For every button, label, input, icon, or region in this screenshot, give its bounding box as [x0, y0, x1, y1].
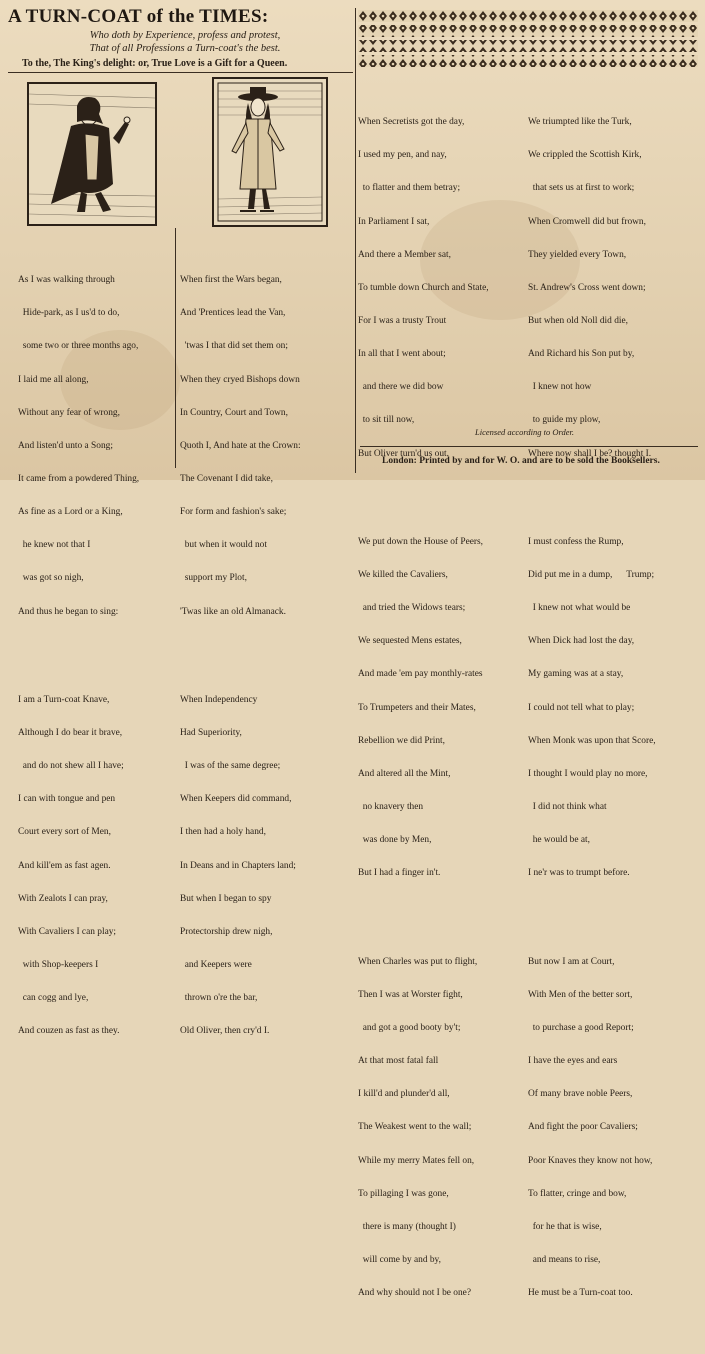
verse-line: Poor Knaves they know not how, [528, 1155, 653, 1166]
verse-line: We crippled the Scottish Kirk, [528, 150, 642, 161]
verse-line: no knavery then [358, 802, 424, 813]
verse-line: We put down the House of Peers, [358, 536, 484, 547]
verse-line: I did not think what [528, 802, 607, 813]
tune-line: To the, The King's delight: or, True Love is a Gift for a Queen. [22, 58, 288, 69]
verse-line: My gaming was at a stay, [528, 669, 624, 680]
verse-line: When first the Wars began, [180, 275, 282, 286]
verse-line: Quoth I, And hate at the Crown: [180, 440, 301, 451]
verse-line: But Oliver turn'd us out. [358, 448, 450, 459]
verse-line: And made 'em pay monthly-rates [358, 669, 483, 680]
verse-column-4 [528, 73, 700, 1354]
verse-line: As I was walking through [18, 275, 115, 286]
verse-line: Hide-park, as I us'd to do, [18, 308, 120, 319]
verse-line: But now I am at Court, [528, 956, 615, 967]
verse-line: was done by Men, [358, 835, 432, 846]
subtitle-line-2: That of all Professions a Turn-coat's the best. [89, 43, 281, 54]
verse-line: In all that I went about; [358, 349, 446, 360]
verse-line: Court every sort of Men, [18, 827, 111, 838]
verse-line: Did put me in a dump, Trump; [528, 570, 655, 581]
verse-line: I kill'd and plunder'd all, [358, 1089, 450, 1100]
verse-line: And why should not I be one? [358, 1288, 472, 1299]
ornament-border [358, 10, 698, 70]
verse-line: And there a Member sat, [358, 249, 451, 260]
verse-line: And Richard his Son put by, [528, 349, 635, 360]
verse-line: will come by and by, [358, 1254, 441, 1265]
verse-line: and tried the Widows tears; [358, 603, 466, 614]
woodcut-walking-man [27, 82, 157, 226]
woodcut-standing-man [212, 77, 328, 227]
verse-line: to sit till now, [358, 415, 415, 426]
verse-line: he knew not that I [18, 540, 91, 551]
verse-line: and got a good booty by't; [358, 1022, 461, 1033]
verse-line: I am a Turn-coat Knave, [18, 694, 110, 705]
verse-line: can cogg and lye, [18, 993, 89, 1004]
verse-line: And fight the poor Cavaliers; [528, 1122, 638, 1133]
verse-line: thrown o're the bar, [180, 993, 258, 1004]
verse-line: They yielded every Town, [528, 249, 627, 260]
verse-line: As fine as a Lord or a King, [18, 507, 123, 518]
verse-line: When Monk was upon that Score, [528, 735, 656, 746]
verse-line: To Trumpeters and their Mates, [358, 702, 476, 713]
column-divider [175, 228, 176, 468]
verse-line: He must be a Turn-coat too. [528, 1288, 633, 1299]
verse-line: With Men of the better sort, [528, 989, 633, 1000]
verse-line: Had Superiority, [180, 728, 242, 739]
verse-line: When Independency [180, 694, 258, 705]
verse-line: with Shop-keepers I [18, 960, 99, 971]
verse-line: support my Plot, [180, 573, 247, 584]
verse-line: When they cryed Bishops down [180, 374, 300, 385]
subtitle-line-1: Who doth by Experience, profess and protest, [89, 30, 281, 41]
verse-line: 'Twas like an old Almanack. [180, 606, 286, 617]
verse-line: I must confess the Rump, [528, 536, 624, 547]
stanza [180, 673, 352, 1060]
verse-line: for he that is wise, [528, 1221, 602, 1232]
verse-line: I can with tongue and pen [18, 794, 116, 805]
verse-line: was got so nigh, [18, 573, 84, 584]
verse-line: Without any fear of wrong, [18, 407, 120, 418]
verse-line: to purchase a good Report; [528, 1022, 634, 1033]
verse-line: I have the eyes and ears [528, 1056, 618, 1067]
header-rule [8, 72, 353, 73]
verse-line: I could not tell what to play; [528, 702, 635, 713]
stanza [528, 515, 700, 902]
verse-line: I then had a holy hand, [180, 827, 266, 838]
verse-line: and do not shew all I have; [18, 761, 124, 772]
ballad-title: A TURN-COAT of the TIMES: [8, 6, 269, 27]
verse-line: When Cromwell did but frown, [528, 216, 646, 227]
verse-line: I thought I would play no more, [528, 768, 648, 779]
stanza [358, 95, 528, 482]
verse-line: and there we did bow [358, 382, 444, 393]
verse-line: and means to rise, [528, 1254, 601, 1265]
stanza [528, 95, 700, 482]
verse-line: I laid me all along, [18, 374, 89, 385]
verse-line: In Parliament I sat, [358, 216, 430, 227]
verse-line: When Dick had lost the day, [528, 636, 635, 647]
verse-line: to flatter and them betray; [358, 183, 461, 194]
verse-line: And kill'em as fast agen. [18, 860, 111, 871]
verse-line: but when it would not [180, 540, 267, 551]
verse-line: For I was a trusty Trout [358, 316, 447, 327]
verse-line: that sets us at first to work; [528, 183, 635, 194]
verse-line: there is many (thought I) [358, 1221, 456, 1232]
verse-line: Although I do bear it brave, [18, 728, 123, 739]
footer-rule [360, 446, 698, 447]
license-note: Licensed according to Order. [475, 427, 574, 437]
verse-column-2 [180, 231, 352, 1093]
verse-line: And thus he began to sing: [18, 606, 119, 617]
verse-line: Old Oliver, then cry'd I. [180, 1026, 270, 1037]
verse-line: I ne'r was to trumpt before. [528, 868, 630, 879]
stanza [358, 935, 528, 1322]
verse-line: We killed the Cavaliers, [358, 570, 448, 581]
verse-line: Rebellion we did Print, [358, 735, 445, 746]
verse-line: But I had a finger in't. [358, 868, 441, 879]
verse-line: We triumpted like the Turk, [528, 117, 632, 128]
verse-line: When Keepers did command, [180, 794, 292, 805]
verse-line: Where now shall I be? thought I. [528, 448, 652, 459]
verse-line: some two or three months ago, [18, 341, 139, 352]
verse-column-3 [358, 73, 528, 1354]
verse-line: For form and fashion's sake; [180, 507, 287, 518]
stanza [528, 935, 700, 1322]
verse-line: But when old Noll did die, [528, 316, 628, 327]
verse-line: I used my pen, and nay, [358, 150, 447, 161]
verse-line: and Keepers were [180, 960, 252, 971]
verse-line: When Secretists got the day, [358, 117, 465, 128]
verse-line: And altered all the Mint, [358, 768, 451, 779]
verse-line: 'twas I that did set them on; [180, 341, 288, 352]
verse-line: When Charles was put to flight, [358, 956, 478, 967]
verse-line: I knew not what would be [528, 603, 631, 614]
verse-line: At that most fatal fall [358, 1056, 439, 1067]
verse-line: To flatter, cringe and bow, [528, 1188, 627, 1199]
verse-line: It came from a powdered Thing, [18, 474, 140, 485]
verse-line: I knew not how [528, 382, 592, 393]
verse-column-1 [18, 231, 178, 1093]
verse-line: I was of the same degree; [180, 761, 281, 772]
verse-line: And listen'd unto a Song; [18, 440, 113, 451]
verse-line: And 'Prentices lead the Van, [180, 308, 286, 319]
verse-line: With Zealots I can pray, [18, 893, 108, 904]
stanza [180, 253, 352, 640]
verse-line: The Weakest went to the wall; [358, 1122, 472, 1133]
verse-line: In Deans and in Chapters land; [180, 860, 296, 871]
verse-line: St. Andrew's Cross went down; [528, 282, 646, 293]
stanza [18, 253, 178, 640]
center-divider [355, 8, 356, 473]
printer-imprint: London: Printed by and for W. O. and are to be sold the Booksellers. [382, 456, 660, 466]
verse-line: We sequested Mens estates, [358, 636, 462, 647]
verse-line: Protectorship drew nigh, [180, 926, 273, 937]
verse-line: to guide my plow, [528, 415, 601, 426]
stanza [18, 673, 178, 1060]
verse-line: he would be at, [528, 835, 590, 846]
verse-line: Then I was at Worster fight, [358, 989, 463, 1000]
verse-line: To tumble down Church and State, [358, 282, 489, 293]
stanza [358, 515, 528, 902]
verse-line: The Covenant I did take, [180, 474, 273, 485]
verse-line: But when I began to spy [180, 893, 272, 904]
verse-line: Of many brave noble Peers, [528, 1089, 633, 1100]
verse-line: And couzen as fast as they. [18, 1026, 120, 1037]
verse-line: While my merry Mates fell on, [358, 1155, 475, 1166]
verse-line: To pillaging I was gone, [358, 1188, 449, 1199]
verse-line: In Country, Court and Town, [180, 407, 288, 418]
verse-line: With Cavaliers I can play; [18, 926, 117, 937]
